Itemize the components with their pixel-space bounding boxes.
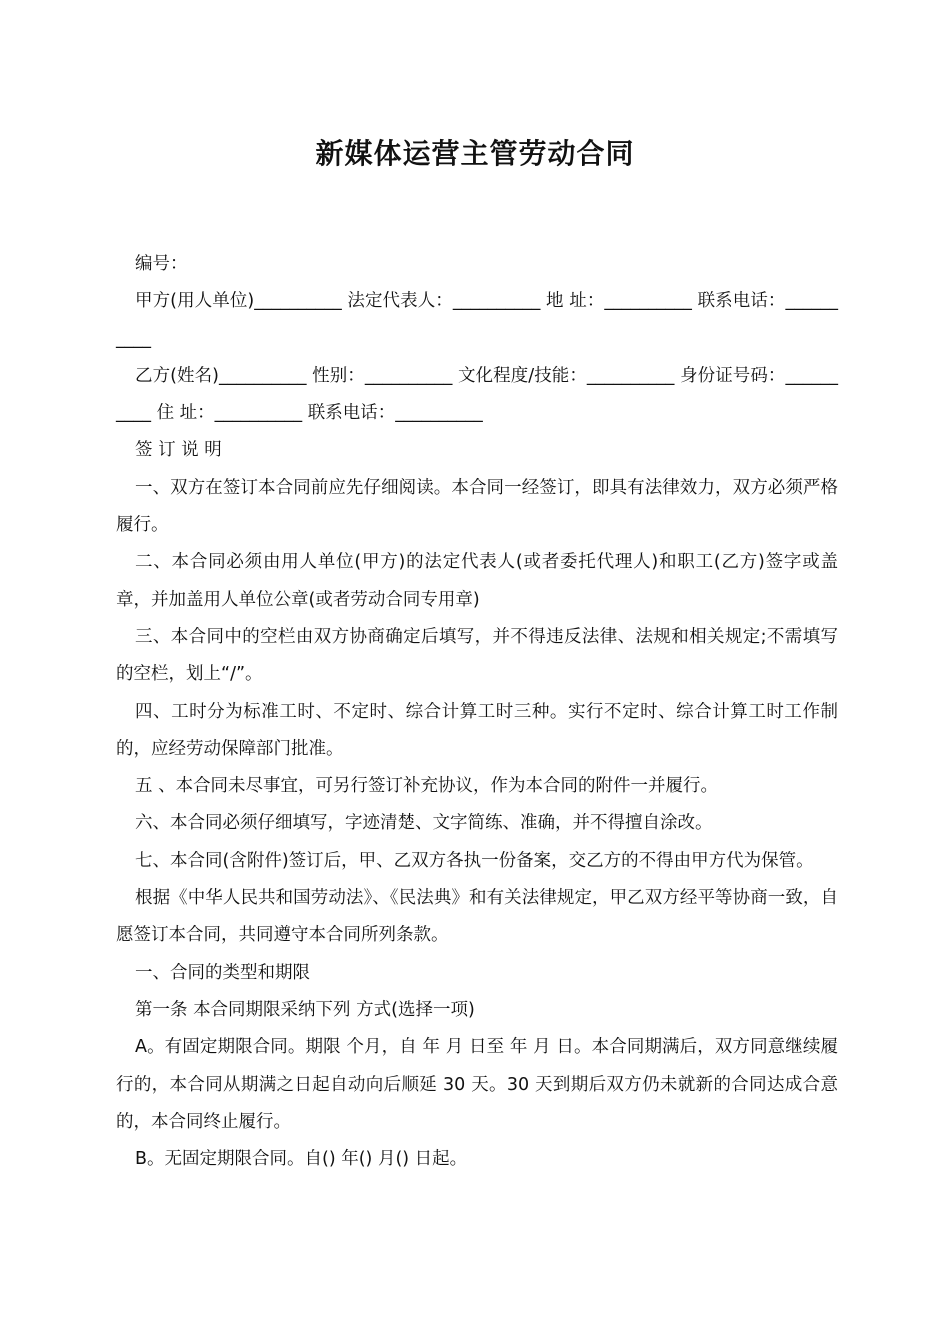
document-body — [116, 246, 838, 1178]
section-1-heading: 一、合同的类型和期限 — [135, 962, 310, 983]
note-item-2: 二、本合同必须由用人单位(甲方)的法定代表人(或者委托代理人)和职工(乙方)签字或盖章，并加盖用人单位公章(或者劳动合同专用章) — [116, 552, 838, 610]
signing-notes-heading: 签 订 说 明 — [135, 440, 222, 461]
legal-basis-paragraph: 根据《中华人民共和国劳动法》、《民法典》和有关法律规定，甲乙双方经平等协商一致，自愿签订本合同，共同遵守本合同所列条款。 — [116, 888, 838, 946]
note-item-3: 三、本合同中的空栏由双方协商确定后填写，并不得违反法律、法规和相关规定;不需填写的空栏，划上“/”。 — [116, 626, 838, 685]
article-1-text: 第一条 本合同期限采纳下列 方式(选择一项) — [135, 999, 475, 1020]
note-item-6: 六、本合同必须仔细填写，字迹清楚、文字简练、准确，并不得擅自涂改。 — [135, 813, 713, 834]
party-b-line: 乙方(姓名)__________ 性别：__________ 文化程度/技能：__________ 身份证号码：__________ 住 址：__________ 联系电话：__________ — [116, 365, 838, 424]
contract-number-line: 编号： — [135, 254, 188, 274]
note-item-4: 四、工时分为标准工时、不定时、综合计算工时三种。实行不定时、综合计算工时工作制的，应经劳动保障部门批准。 — [116, 701, 838, 759]
note-item-7: 七、本合同(含附件)签订后，甲、乙双方各执一份备案，交乙方的不得由甲方代为保管。 — [135, 850, 814, 871]
option-a-text: A。有固定期限合同。期限 个月，自 年 月 日至 年 月 日。本合同期满后，双方同意继续履行的，本合同从期满之日起自动向后顺延 30 天。30 天到期后双方仍未就新的合同达成合意的，本合同终止履行。 — [116, 1037, 838, 1132]
note-item-5: 五 、本合同未尽事宜，可另行签订补充协议，作为本合同的附件一并履行。 — [135, 776, 719, 797]
option-b-text: B。无固定期限合同。自() 年() 月() 日起。 — [135, 1149, 468, 1170]
document-title: 新媒体运营主管劳动合同 — [315, 137, 635, 170]
note-item-1: 一、双方在签订本合同前应先仔细阅读。本合同一经签订，即具有法律效力，双方必须严格履行。 — [116, 477, 838, 536]
party-a-line: 甲方(用人单位)__________ 法定代表人：__________ 地 址：__________ 联系电话：__________ — [116, 291, 838, 349]
